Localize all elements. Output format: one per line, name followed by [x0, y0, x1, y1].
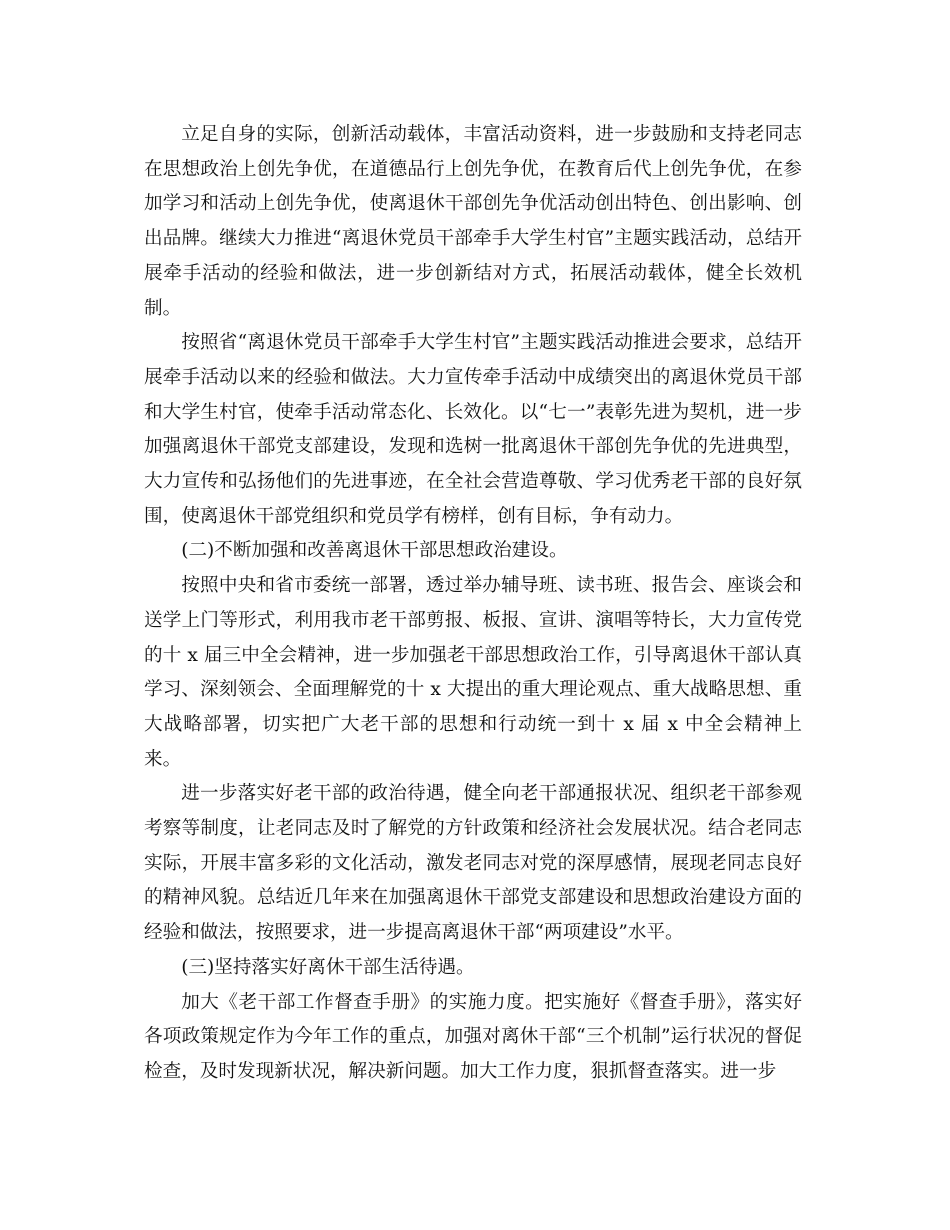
paragraph-3: 按照中央和省市委统一部署，透过举办辅导班、读书班、报告会、座谈会和送学上门等形式，利用我市老干部剪报、板报、宣讲、演唱等特长，大力宣传党的十 x 届三中全会精神，进一步加强老干部思想政治工作，引导离退休干部认真学习、深刻领会、全面理解党的十 x 大提出的重大理论观点、重大战略思想、重大战略部署，切实把广大老干部的思想和行动统一到十 x 届 x 中全会精神上来。: [144, 575, 802, 770]
document-body: [144, 118, 802, 1090]
paragraph-1: 立足自身的实际，创新活动载体，丰富活动资料，进一步鼓励和支持老同志在思想政治上创先争优，在道德品行上创先争优，在教育后代上创先争优，在参加学习和活动上创先争优，使离退休干部创先争优活动创出特色、创出影响、创出品牌。继续大力推进“离退休党员干部牵手大学生村官”主题实践活动，总结开展牵手活动的经验和做法，进一步创新结对方式，拓展活动载体，健全长效机制。: [144, 124, 802, 319]
paragraph-2: 按照省“离退休党员干部牵手大学生村官”主题实践活动推进会要求，总结开展牵手活动以来的经验和做法。大力宣传牵手活动中成绩突出的离退休党员干部和大学生村官，使牵手活动常态化、长效化。以“七一”表彰先进为契机，进一步加强离退休干部党支部建设，发现和选树一批离退休干部创先争优的先进典型，大力宣传和弘扬他们的先进事迹，在全社会营造尊敬、学习优秀老干部的良好氛围，使离退休干部党组织和党员学有榜样，创有目标，争有动力。: [144, 332, 802, 527]
section-heading-2: (二)不断加强和改善离退休干部思想政治建设。: [181, 540, 568, 562]
section-heading-3: (三)坚持落实好离休干部生活待遇。: [181, 956, 475, 978]
paragraph-5: 加大《老干部工作督查手册》的实施力度。把实施好《督查手册》，落实好各项政策规定作为今年工作的重点，加强对离休干部“三个机制”运行状况的督促检查，及时发现新状况，解决新问题。加大工作力度，狠抓督查落实。进一步: [144, 991, 802, 1082]
paragraph-4: 进一步落实好老干部的政治待遇，健全向老干部通报状况、组织老干部参观考察等制度，让老同志及时了解党的方针政策和经济社会发展状况。结合老同志实际，开展丰富多彩的文化活动，激发老同志对党的深厚感情，展现老同志良好的精神风貌。总结近几年来在加强离退休干部党支部建设和思想政治建设方面的经验和做法，按照要求，进一步提高离退休干部“两项建设”水平。: [144, 783, 802, 944]
